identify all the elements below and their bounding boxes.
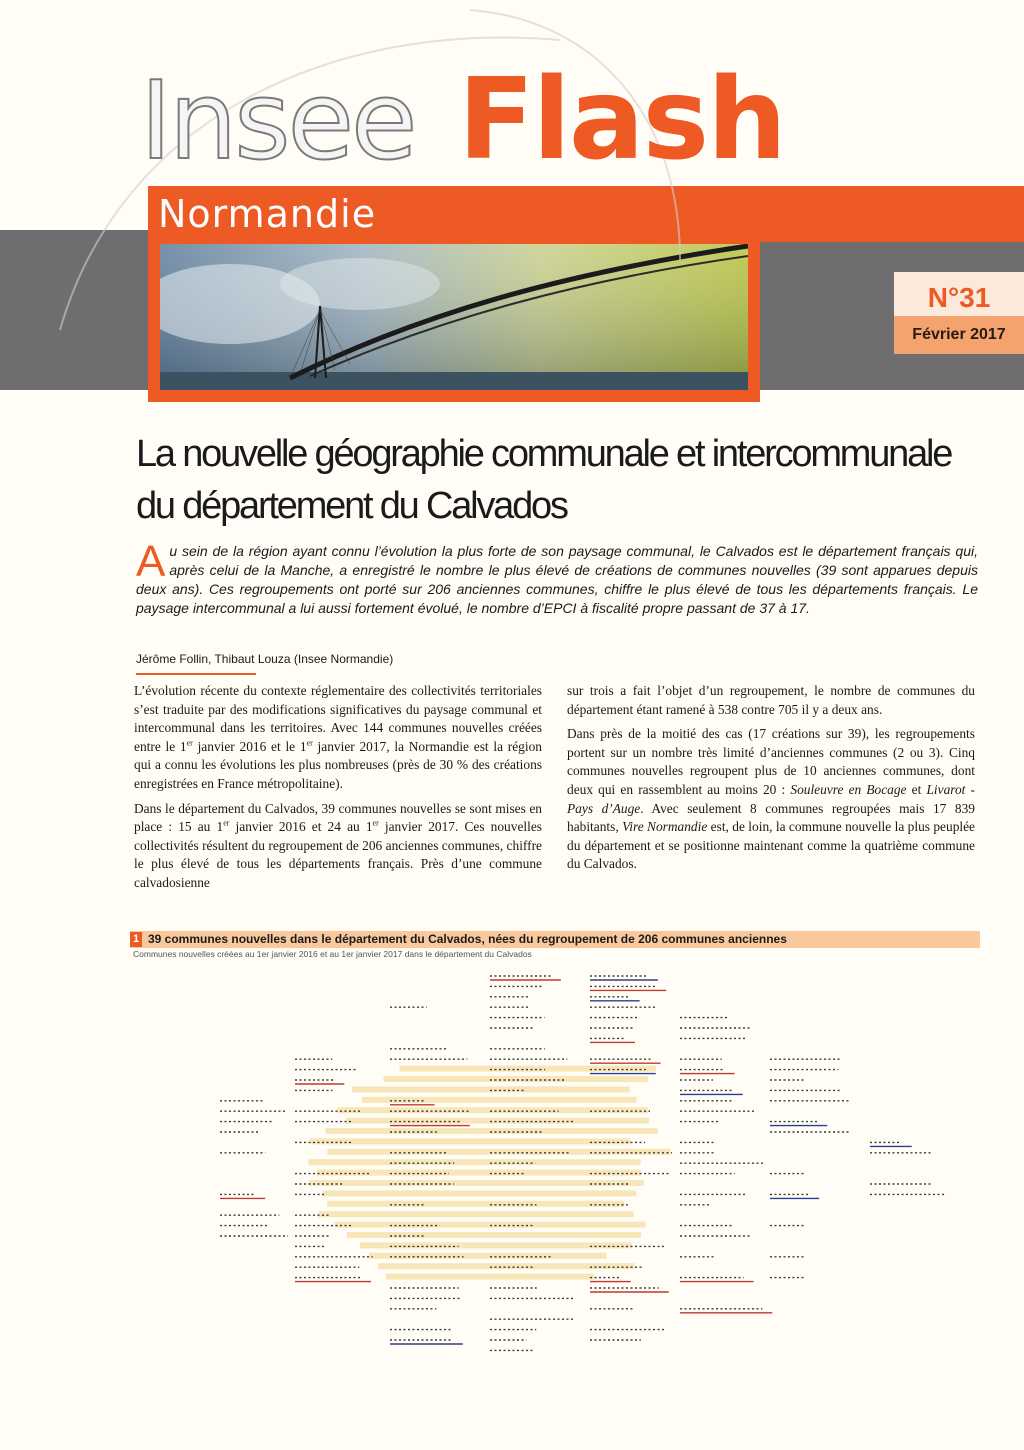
figure-band — [347, 1232, 641, 1238]
figure-number: 1 — [130, 932, 142, 947]
authors: Jérôme Follin, Thibaut Louza (Insee Normandie) — [136, 652, 394, 666]
figure-band — [327, 1201, 624, 1207]
authors-rule — [136, 673, 256, 675]
lead-text: u sein de la région ayant connu l’évolution la plus forte de son paysage communal, le Calvados est le département français qui, après celui de la Manche, a enregistré le nombre le plus élevé de créations de communes nouvelles (39 sont apparues depuis deux ans). Ces regroupements ont porté sur 206 anciennes communes, chiffre le plus élevé de tous les départements français. Le paysage intercommunal a lui aussi fortement évolué, le nombre d’EPCI à fiscalité propre passant de 37 à 17. — [136, 543, 978, 616]
logo-flash: Flash — [458, 55, 785, 185]
figure-band — [386, 1274, 594, 1280]
region-label: Normandie — [158, 192, 377, 236]
lead-initial: A — [136, 537, 166, 586]
figure-band — [327, 1149, 670, 1155]
figure-band — [362, 1097, 637, 1103]
lead-paragraph — [136, 537, 978, 618]
figure-band — [326, 1128, 658, 1134]
figure-band — [310, 1138, 631, 1144]
figure-band — [383, 1076, 648, 1082]
paragraph: Dans près de la moitié des cas (17 créations sur 39), les regroupements portent sur un nombre très limité d’anciennes communes (2 ou 3). Cinq communes nouvelles regroupent plus de 10 anciennes communes, dont deux qui en rassemblent au moins 20 : Souleuvre en Bocage et Livarot - Pays d’Auge. Avec seulement 8 communes regroupées mais 17 839 habitants, Vire Normandie est, de loin, la commune nouvelle la plus peuplée du département et se positionne maintenant comme la quatrième commune du Calvados. — [567, 726, 976, 872]
paragraph: Dans le département du Calvados, 39 communes nouvelles se sont mises en place : 15 au 1er janvier 2016 et 24 au 1er janvier 2017. Ces nouvelles collectivités résultent du regroupement de 206 anciennes communes, chiffre le plus élevé de tous les départements français. Près d’une commune calvadosienne — [134, 800, 542, 890]
column-right — [567, 682, 975, 880]
figure-band — [317, 1170, 641, 1176]
issue-date: Février 2017 — [894, 316, 1024, 354]
figure-header — [130, 931, 980, 948]
figure-subtitle: Communes nouvelles créées au 1er janvier 2016 et au 1er janvier 2017 dans le département du Calvados — [133, 949, 532, 959]
issue-number: N°31 — [894, 272, 1024, 316]
article-title: La nouvelle géographie communale et intercommunale du département du Calvados — [136, 433, 952, 527]
figure-band — [360, 1242, 632, 1248]
figure-title: 39 communes nouvelles dans le département du Calvados, nées du regroupement de 206 communes anciennes — [148, 932, 787, 946]
figure-band — [308, 1159, 640, 1165]
paragraph: sur trois a fait l’objet d’un regroupement, le nombre de communes du département étant ramené à 538 contre 705 il y a deux ans. — [567, 683, 975, 717]
figure-band — [323, 1190, 637, 1196]
figure-band — [352, 1086, 630, 1092]
figure-band — [337, 1107, 647, 1113]
figure-band — [346, 1118, 649, 1124]
figure-band — [369, 1253, 607, 1259]
figure-band — [309, 1180, 643, 1186]
figure-map-placeholder — [130, 962, 990, 1382]
bridge-photo — [160, 244, 748, 390]
figure-band — [318, 1211, 633, 1217]
paragraph: L’évolution récente du contexte réglementaire des collectivités territoriales s’est traduite par des modifications significatives du paysage communal et intercommunal dans les territoires. Avec 144 communes nouvelles créées entre le 1er janvier 2016 et le 1er janvier 2017, la Normandie est la région qui a connu les évolutions les plus nombreuses (près de 30 % des créations enregistrées en France métropolitaine). — [134, 683, 542, 791]
figure-band — [378, 1263, 635, 1269]
logo-insee: Insee — [140, 59, 415, 184]
figure-band — [334, 1222, 645, 1228]
issue-box — [894, 272, 1024, 354]
figure-band — [400, 1066, 656, 1072]
column-left — [134, 682, 542, 899]
